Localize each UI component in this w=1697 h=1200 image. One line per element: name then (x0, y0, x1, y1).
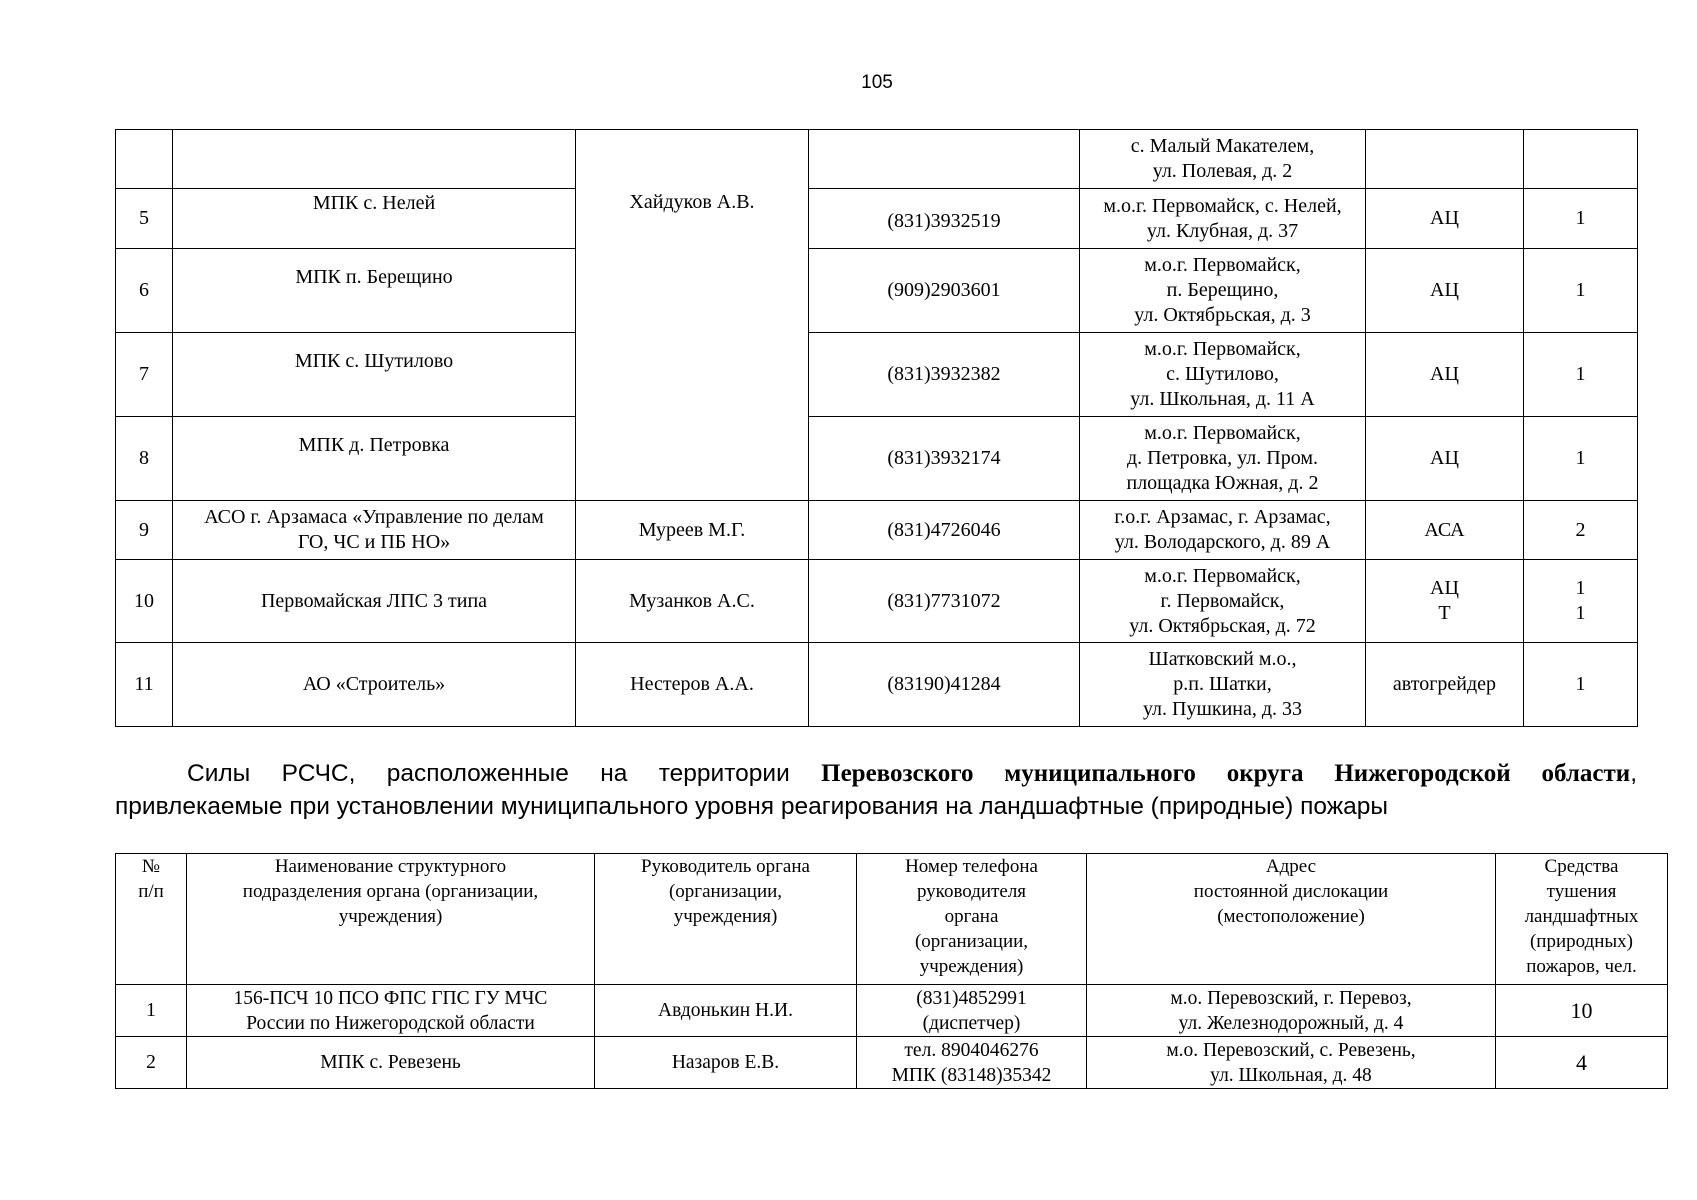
page-number: 105 (861, 72, 893, 93)
header-head: Руководитель органа (организации, учреждения) (595, 854, 857, 985)
table-row: 5 МПК с. Нелей (831)3932519 м.о.г. Первомайск, с. Нелей, ул. Клубная, д. 37 АЦ 1 (116, 189, 1638, 249)
head-name-cell: Хайдуков А.В. (576, 130, 809, 501)
address-cell: с. Малый Макателем, ул. Полевая, д. 2 (1080, 130, 1366, 189)
table-header-row (116, 854, 1668, 985)
table-row: 2 МПК с. Ревезень Назаров Е.В. тел. 8904046276 МПК (83148)35342 м.о. Перевозский, с. Ревезень, ул. Школьная, д. 48 4 (116, 1037, 1668, 1089)
table-row: 8 МПК д. Петровка (831)3932174 м.о.г. Первомайск, д. Петровка, ул. Пром. площадка Южная, д. 2 АЦ 1 (116, 417, 1638, 501)
section-heading: Силы РСЧС, расположенные на территории Перевозского муниципального округа Нижегородской области, привлекаемые при установлении муниципального уровня реагирования на ландшафтные (природные) пожары (115, 760, 1637, 820)
header-address: Адрес постоянной дислокации (местоположение) (1087, 854, 1496, 985)
table-row: 10 Первомайская ЛПС 3 типа Музанков А.С. (831)7731072 м.о.г. Первомайск, г. Первомайск, ул. Октябрьская, д. 72 АЦ Т 1 1 (116, 560, 1638, 643)
table-row: 11 АО «Строитель» Нестеров А.А. (83190)41284 Шатковский м.о., р.п. Шатки, ул. Пушкина, д. 33 автогрейдер 1 (116, 643, 1638, 727)
table-row: 6 МПК п. Берещино (909)2903601 м.о.г. Первомайск, п. Берещино, ул. Октябрьская, д. 3 АЦ 1 (116, 249, 1638, 333)
header-forces: Средства тушения ландшафтных (природных) пожаров, чел. (1496, 854, 1668, 985)
header-name: Наименование структурного подразделения органа (организации, учреждения) (187, 854, 595, 985)
perevoz-forces-table (115, 853, 1668, 1089)
table-row: 7 МПК с. Шутилово (831)3932382 м.о.г. Первомайск, с. Шутилово, ул. Школьная, д. 11 А АЦ 1 (116, 333, 1638, 417)
header-num: № п/п (116, 854, 187, 985)
header-phone: Номер телефона руководителя органа (организации, учреждения) (857, 854, 1087, 985)
forces-table-continued (115, 129, 1638, 727)
table-row: 1 156-ПСЧ 10 ПСО ФПС ГПС ГУ МЧС России по Нижегородской области Авдонькин Н.И. (831)4852991 (диспетчер) м.о. Перевозский, г. Перевоз, ул. Железнодорожный, д. 4 10 (116, 985, 1668, 1037)
table-row: 9 АСО г. Арзамаса «Управление по делам ГО, ЧС и ПБ НО» Муреев М.Г. (831)4726046 г.о.г. Арзамас, г. Арзамас, ул. Володарского, д. 89 А АСА 2 (116, 501, 1638, 560)
table-row (116, 130, 1638, 189)
